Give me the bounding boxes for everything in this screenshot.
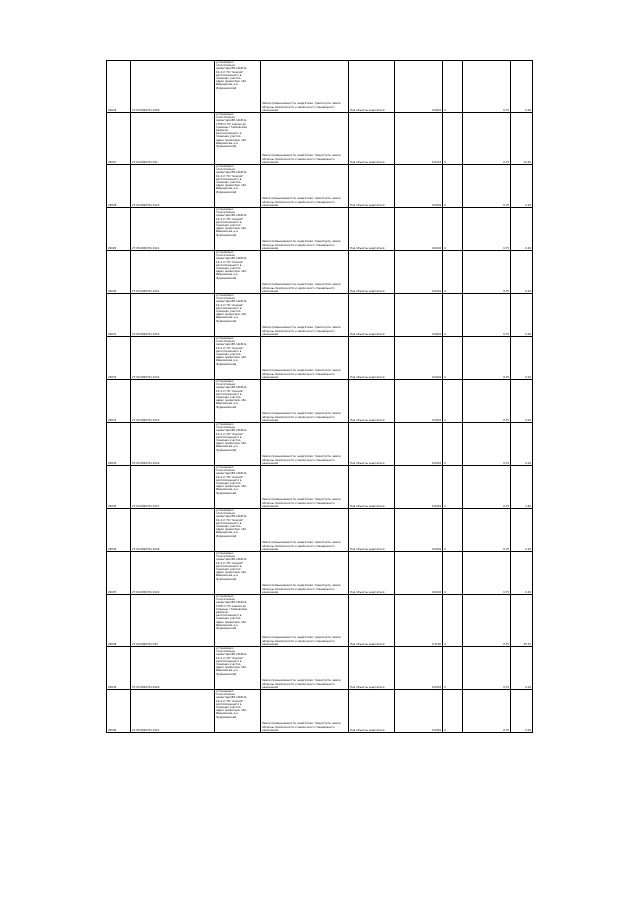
location-description-cell: [215, 380, 261, 423]
location-description-line: границы с Тейковским: [216, 125, 248, 129]
location-description-line: адрес ориентира: обл.: [216, 442, 247, 446]
cadastral-number-cell: 27:04:0000701:1909: [131, 61, 215, 113]
location-description-line: относительно: [216, 426, 236, 430]
cadastral-number-cell: 27:05:0000701:1911: [131, 208, 215, 251]
cadastral-number-cell: 27:05:0000701:1914: [131, 337, 215, 380]
row-id-cell: 29039: [107, 647, 131, 690]
location-description-line: относительно: [216, 211, 236, 215]
land-register-table-container: [106, 60, 532, 733]
location-description-line: относительно: [216, 650, 236, 654]
location-description-line: относительно: [216, 555, 236, 559]
location-description-line: границах участка: [216, 568, 241, 572]
location-description-line: Фурмановский: [216, 190, 237, 194]
land-category-cell: Земли промышленности, энергетики, транспорта, земли обороны, безопасности и земли иного специального назначения: [261, 595, 349, 647]
tax-cell: 0,04: [511, 165, 533, 208]
area-cell: 0,0004: [395, 380, 443, 423]
code-cell: 4: [443, 380, 463, 423]
location-description-line: 1708 от ПС Анисия до: [216, 604, 246, 608]
row-id-cell: 29035: [107, 466, 131, 509]
location-description-cell: [215, 165, 261, 208]
location-description-line: относительно: [216, 598, 236, 602]
tax-cell: 0,04: [511, 509, 533, 552]
location-description-line: относительно: [216, 297, 236, 301]
location-description-cell: [215, 251, 261, 294]
location-description-line: Фурмановский: [216, 715, 237, 719]
code-cell: 4: [443, 647, 463, 690]
land-category-cell: Земли промышленности, энергетики, транспорта, земли обороны, безопасности и земли иного специального назначения: [261, 337, 349, 380]
code-cell: 4: [443, 294, 463, 337]
code-cell: 4: [443, 595, 463, 647]
location-description-line: относительно: [216, 340, 236, 344]
location-description-line: установлено: [216, 595, 234, 598]
code-cell: 4: [443, 466, 463, 509]
location-description-line: расположенного в: [216, 73, 242, 77]
table-row: [107, 647, 533, 690]
permitted-use-cell: Под объекты энергетики: [349, 251, 395, 294]
location-description-line: 10-4 от ПС "Анисия": [216, 518, 244, 522]
rate-cell: 0,75: [463, 61, 511, 113]
rate-cell: 0,75: [463, 380, 511, 423]
location-description-line: относительно: [216, 383, 236, 387]
location-description-line: адрес ориентира: обл.: [216, 666, 247, 670]
location-description-line: ориентира ВЛ-10кВ №: [216, 429, 247, 433]
location-description-line: границах участка: [216, 706, 241, 710]
location-description-line: Ивановская, р-н: [216, 712, 238, 716]
location-description-line: адрес ориентира: обл.: [216, 571, 247, 575]
table-row: [107, 251, 533, 294]
location-description-line: адрес ориентира: обл.: [216, 80, 247, 84]
code-cell: 4: [443, 113, 463, 165]
location-description-line: установлено: [216, 251, 234, 254]
location-description-line: границах участка: [216, 267, 241, 271]
area-cell: 0,0004: [395, 165, 443, 208]
location-description-cell: [215, 466, 261, 509]
location-description-line: адрес ориентира: обл.: [216, 399, 247, 403]
land-category-cell: Земли промышленности, энергетики, транспорта, земли обороны, безопасности и земли иного специального назначения: [261, 466, 349, 509]
cadastral-number-cell: 27:04:0000701:1919: [131, 552, 215, 595]
location-description-line: адрес ориентира: обл.: [216, 270, 247, 274]
location-description-line: расположенного в: [216, 435, 242, 439]
location-description-line: ориентира ВЛ-10кВ №: [216, 119, 247, 123]
area-cell: 0,0004: [395, 423, 443, 466]
code-cell: 4: [443, 423, 463, 466]
area-cell: 0,0004: [395, 61, 443, 113]
location-description-line: адрес ориентира: обл.: [216, 138, 247, 142]
location-description-line: Ивановская, р-н: [216, 402, 238, 406]
location-description-line: границах участка: [216, 77, 241, 81]
tax-cell: 0,04: [511, 690, 533, 733]
location-description-line: относительно: [216, 254, 236, 258]
location-description-line: относительно: [216, 116, 236, 120]
table-row: [107, 208, 533, 251]
location-description-line: адрес ориентира: обл.: [216, 356, 247, 360]
location-description-line: Фурмановский: [216, 145, 237, 149]
cadastral-number-cell: 27:05:0000701:1915: [131, 380, 215, 423]
row-id-cell: 29026: [107, 61, 131, 113]
location-description-line: Фурмановский: [216, 577, 237, 581]
location-description-line: Ивановская, р-н: [216, 574, 238, 578]
location-description-line: границах участка: [216, 525, 241, 529]
area-cell: 0,0004: [395, 690, 443, 733]
cadastral-number-cell: 27:04:0000701:191: [131, 113, 215, 165]
area-cell: 0,0004: [395, 647, 443, 690]
table-row: [107, 423, 533, 466]
permitted-use-cell: Под объекты энергетики: [349, 380, 395, 423]
location-description-line: расположенного в: [216, 220, 242, 224]
location-description-cell: [215, 595, 261, 647]
location-description-line: Ивановская, р-н: [216, 141, 238, 145]
cadastral-number-cell: 27:05:0000701:1921: [131, 690, 215, 733]
location-description-line: ориентира ВЛ-10кВ №: [216, 343, 247, 347]
rate-cell: 0,75: [463, 294, 511, 337]
rate-cell: 0,75: [463, 509, 511, 552]
row-id-cell: 29028: [107, 165, 131, 208]
location-description-line: расположенного в: [216, 564, 242, 568]
area-cell: 0,0004: [395, 251, 443, 294]
rate-cell: 0,75: [463, 647, 511, 690]
location-description-cell: [215, 337, 261, 380]
permitted-use-cell: Под объекты энергетики: [349, 113, 395, 165]
area-cell: 0,0004: [395, 552, 443, 595]
location-description-line: Фурмановский: [216, 405, 237, 409]
tax-cell: 0,04: [511, 552, 533, 595]
land-category-cell: Земли промышленности, энергетики, транспорта, земли обороны, безопасности и земли иного специального назначения: [261, 647, 349, 690]
area-cell: 0,0004: [395, 294, 443, 337]
location-description-line: ориентира ВЛ-10кВ №: [216, 300, 247, 304]
location-description-line: расположенного в: [216, 614, 242, 618]
permitted-use-cell: Под объекты энергетики: [349, 509, 395, 552]
location-description-line: установлено: [216, 423, 234, 426]
location-description-line: адрес ориентира: обл.: [216, 313, 247, 317]
location-description-cell: [215, 552, 261, 595]
location-description-cell: [215, 423, 261, 466]
location-description-line: границах участка: [216, 663, 241, 667]
location-description-line: Ивановская, р-н: [216, 531, 238, 535]
location-description-line: границах участка: [216, 135, 241, 139]
location-description-line: Ивановская, р-н: [216, 316, 238, 320]
tax-cell: 35,70: [511, 595, 533, 647]
location-description-line: Ивановская, р-н: [216, 445, 238, 449]
rate-cell: 0,75: [463, 552, 511, 595]
rate-cell: 0,75: [463, 251, 511, 294]
table-row: [107, 337, 533, 380]
code-cell: 4: [443, 690, 463, 733]
permitted-use-cell: Под объекты энергетики: [349, 165, 395, 208]
row-id-cell: 29040: [107, 690, 131, 733]
location-description-line: ориентира ВЛ-10кВ №: [216, 515, 247, 519]
row-id-cell: 29034: [107, 423, 131, 466]
location-description-line: 10-4 от ПС "Анисия": [216, 346, 244, 350]
tax-cell: 0,04: [511, 337, 533, 380]
location-description-line: Фурмановский: [216, 86, 237, 90]
location-description-line: ориентира ВЛ-10кВ №: [216, 257, 247, 261]
location-description-line: 10-4 от ПС "Анисия": [216, 561, 244, 565]
location-description-line: установлено: [216, 208, 234, 211]
code-cell: 4: [443, 509, 463, 552]
permitted-use-cell: Под объекты энергетики: [349, 337, 395, 380]
row-id-cell: 29038: [107, 595, 131, 647]
area-cell: 0,0413: [395, 113, 443, 165]
location-description-line: расположенного в: [216, 177, 242, 181]
table-row: [107, 595, 533, 647]
cadastral-number-cell: 27:05:0000701:1920: [131, 647, 215, 690]
land-category-cell: Земли промышленности, энергетики, транспорта, земли обороны, безопасности и земли иного специального назначения: [261, 552, 349, 595]
row-id-cell: 29027: [107, 113, 131, 165]
location-description-line: Фурмановский: [216, 319, 237, 323]
location-description-line: расположенного в: [216, 349, 242, 353]
row-id-cell: 29031: [107, 294, 131, 337]
permitted-use-cell: Под объекты энергетики: [349, 208, 395, 251]
location-description-line: адрес ориентира: обл.: [216, 184, 247, 188]
location-description-line: установлено: [216, 294, 234, 297]
location-description-line: расположенного в: [216, 659, 242, 663]
location-description-line: относительно: [216, 64, 236, 68]
area-cell: 0,0054: [395, 466, 443, 509]
land-category-cell: Земли промышленности, энергетики, транспорта, земли обороны, безопасности и земли иного специального назначения: [261, 208, 349, 251]
land-category-cell: Земли промышленности, энергетики, транспорта, земли обороны, безопасности и земли иного специального назначения: [261, 294, 349, 337]
land-register-table: [106, 60, 533, 733]
location-description-line: ориентира ВЛ-10кВ №: [216, 696, 247, 700]
location-description-line: расположенного в: [216, 478, 242, 482]
cadastral-number-cell: 27:04:0000701:192: [131, 595, 215, 647]
location-description-line: расположенного в: [216, 521, 242, 525]
area-cell: 0,0004: [395, 509, 443, 552]
land-category-cell: Земли промышленности, энергетики, транспорта, земли обороны, безопасности и земли иного специального назначения: [261, 165, 349, 208]
code-cell: 4: [443, 337, 463, 380]
location-description-line: адрес ориентира: обл.: [216, 485, 247, 489]
code-cell: 4: [443, 552, 463, 595]
rate-cell: 0,75: [463, 690, 511, 733]
location-description-line: 10-4 от ПС "Анисия": [216, 699, 244, 703]
location-description-line: границах участка: [216, 181, 241, 185]
permitted-use-cell: Под объекты энергетики: [349, 294, 395, 337]
location-description-line: границы с Тейковским: [216, 607, 248, 611]
tax-cell: 1,62: [511, 466, 533, 509]
table-row: [107, 294, 533, 337]
location-description-line: ориентира ВЛ-10кВ №: [216, 601, 247, 605]
location-description-line: Фурмановский: [216, 448, 237, 452]
location-description-line: Фурмановский: [216, 672, 237, 676]
cadastral-number-cell: 27:05:0000701:1918: [131, 509, 215, 552]
row-id-cell: 29029: [107, 208, 131, 251]
code-cell: 4: [443, 61, 463, 113]
land-category-cell: Земли промышленности, энергетики, транспорта, земли обороны, безопасности и земли иного специального назначения: [261, 423, 349, 466]
cadastral-number-cell: 27:04:0000701:1912: [131, 251, 215, 294]
rate-cell: 0,75: [463, 208, 511, 251]
location-description-line: границах участка: [216, 617, 241, 621]
rate-cell: 0,75: [463, 165, 511, 208]
code-cell: 4: [443, 208, 463, 251]
location-description-line: адрес ориентира: обл.: [216, 709, 247, 713]
tax-cell: 0,04: [511, 208, 533, 251]
table-row: [107, 380, 533, 423]
row-id-cell: 29033: [107, 380, 131, 423]
land-category-cell: Земли промышленности, энергетики, транспорта, земли обороны, безопасности и земли иного специального назначения: [261, 113, 349, 165]
location-description-line: адрес ориентира: обл.: [216, 620, 247, 624]
location-description-line: Фурмановский: [216, 233, 237, 237]
area-cell: 0,1190: [395, 595, 443, 647]
land-category-cell: Земли промышленности, энергетики, транспорта, земли обороны, безопасности и земли иного специального назначения: [261, 690, 349, 733]
land-category-cell: Земли промышленности, энергетики, транспорта, земли обороны, безопасности и земли иного специального назначения: [261, 509, 349, 552]
location-description-line: относительно: [216, 512, 236, 516]
rate-cell: 0,75: [463, 466, 511, 509]
permitted-use-cell: Под объекты энергетики: [349, 61, 395, 113]
rate-cell: 0,75: [463, 423, 511, 466]
row-id-cell: 29036: [107, 509, 131, 552]
location-description-line: ориентира ВЛ-10кВ №: [216, 653, 247, 657]
location-description-line: ориентира ВЛ-10кВ №: [216, 558, 247, 562]
rate-cell: 0,75: [463, 595, 511, 647]
location-description-line: 10-4 от ПС "Анисия": [216, 260, 244, 264]
row-id-cell: 29037: [107, 552, 131, 595]
location-description-line: ориентира ВЛ-10кВ №: [216, 67, 247, 71]
location-description-line: относительно: [216, 469, 236, 473]
table-row: [107, 113, 533, 165]
table-row: [107, 61, 533, 113]
row-id-cell: 29030: [107, 251, 131, 294]
location-description-cell: [215, 61, 261, 113]
permitted-use-cell: Под объекты энергетики: [349, 552, 395, 595]
tax-cell: 0,04: [511, 61, 533, 113]
location-description-cell: [215, 509, 261, 552]
location-description-line: Фурмановский: [216, 627, 237, 631]
table-row: [107, 552, 533, 595]
location-description-line: 10-4 от ПС "Анисия": [216, 174, 244, 178]
location-description-line: адрес ориентира: обл.: [216, 227, 247, 231]
location-description-cell: [215, 208, 261, 251]
location-description-line: адрес ориентира: обл.: [216, 528, 247, 532]
table-row: [107, 466, 533, 509]
location-description-line: 10-4 от ПС "Анисия": [216, 389, 244, 393]
permitted-use-cell: Под объекты энергетики: [349, 647, 395, 690]
location-description-line: установлено: [216, 690, 234, 693]
location-description-line: границах участка: [216, 310, 241, 314]
location-description-line: установлено: [216, 380, 234, 383]
location-description-line: расположенного в: [216, 263, 242, 267]
permitted-use-cell: Под объекты энергетики: [349, 690, 395, 733]
location-description-line: 10-4 от ПС "Анисия": [216, 303, 244, 307]
tax-cell: 0,04: [511, 294, 533, 337]
location-description-line: районом,: [216, 611, 229, 615]
area-cell: 0,0004: [395, 337, 443, 380]
location-description-line: расположенного в: [216, 702, 242, 706]
location-description-cell: [215, 647, 261, 690]
location-description-line: установлено: [216, 165, 234, 168]
table-row: [107, 509, 533, 552]
code-cell: 4: [443, 165, 463, 208]
tax-cell: 0,04: [511, 647, 533, 690]
code-cell: 4: [443, 251, 463, 294]
tax-cell: 0,04: [511, 251, 533, 294]
tax-cell: 12,40: [511, 113, 533, 165]
cadastral-number-cell: 27:05:0000701:1916: [131, 423, 215, 466]
land-category-cell: Земли промышленности, энергетики, транспорта, земли обороны, безопасности и земли иного специального назначения: [261, 251, 349, 294]
location-description-line: расположенного в: [216, 132, 242, 136]
tax-cell: 0,04: [511, 423, 533, 466]
location-description-line: Ивановская, р-н: [216, 187, 238, 191]
location-description-line: 10-4 от ПС "Анисия": [216, 475, 244, 479]
location-description-line: 10-4 от ПС "Анисия": [216, 70, 244, 74]
location-description-line: Фурмановский: [216, 276, 237, 280]
location-description-line: установлено: [216, 466, 234, 469]
location-description-line: Фурмановский: [216, 491, 237, 495]
location-description-line: 10-4 от ПС "Анисия": [216, 656, 244, 660]
table-row: [107, 690, 533, 733]
location-description-line: установлено: [216, 509, 234, 512]
location-description-line: Ивановская, р-н: [216, 273, 238, 277]
location-description-cell: [215, 113, 261, 165]
land-category-cell: Земли промышленности, энергетики, транспорта, земли обороны, безопасности и земли иного специального назначения: [261, 61, 349, 113]
location-description-line: 10-4 от ПС "Анисия": [216, 217, 244, 221]
location-description-line: ориентира ВЛ-10кВ №: [216, 386, 247, 390]
location-description-cell: [215, 690, 261, 733]
rate-cell: 0,75: [463, 337, 511, 380]
location-description-line: Ивановская, р-н: [216, 359, 238, 363]
cadastral-number-cell: 27:05:0000701:1910: [131, 165, 215, 208]
location-description-line: ориентира ВЛ-10кВ №: [216, 171, 247, 175]
location-description-line: установлено: [216, 647, 234, 650]
table-row: [107, 165, 533, 208]
location-description-line: границах участка: [216, 396, 241, 400]
location-description-line: границах участка: [216, 482, 241, 486]
location-description-line: границах участка: [216, 353, 241, 357]
location-description-line: установлено: [216, 61, 234, 64]
rate-cell: 0,75: [463, 113, 511, 165]
permitted-use-cell: Под объекты энергетики: [349, 423, 395, 466]
location-description-line: Ивановская, р-н: [216, 83, 238, 87]
tax-cell: 0,04: [511, 380, 533, 423]
location-description-line: 10-4 от ПС "Анисия": [216, 432, 244, 436]
area-cell: 0,0004: [395, 208, 443, 251]
row-id-cell: 29032: [107, 337, 131, 380]
location-description-line: Фурмановский: [216, 534, 237, 538]
location-description-line: границах участка: [216, 439, 241, 443]
location-description-line: 1708 от ПС Анисия до: [216, 122, 246, 126]
cadastral-number-cell: 27:05:0000701:1913: [131, 294, 215, 337]
permitted-use-cell: Под объекты энергетики: [349, 466, 395, 509]
location-description-line: расположенного в: [216, 306, 242, 310]
location-description-line: ориентира ВЛ-10кВ №: [216, 214, 247, 218]
location-description-line: районом,: [216, 129, 229, 133]
cadastral-number-cell: 27:04:0000701:1917: [131, 466, 215, 509]
location-description-line: границах участка: [216, 224, 241, 228]
location-description-line: Ивановская, р-н: [216, 230, 238, 234]
permitted-use-cell: Под объекты энергетики: [349, 595, 395, 647]
location-description-line: Фурмановский: [216, 362, 237, 366]
location-description-line: Ивановская, р-н: [216, 669, 238, 673]
location-description-cell: [215, 294, 261, 337]
land-category-cell: Земли промышленности, энергетики, транспорта, земли обороны, безопасности и земли иного специального назначения: [261, 380, 349, 423]
location-description-line: относительно: [216, 693, 236, 697]
location-description-line: относительно: [216, 168, 236, 172]
location-description-line: Ивановская, р-н: [216, 488, 238, 492]
location-description-line: расположенного в: [216, 392, 242, 396]
location-description-line: установлено: [216, 552, 234, 555]
location-description-line: установлено: [216, 337, 234, 340]
location-description-line: Ивановская, р-н: [216, 623, 238, 627]
location-description-line: установлено: [216, 113, 234, 116]
location-description-line: ориентира ВЛ-10кВ №: [216, 472, 247, 476]
